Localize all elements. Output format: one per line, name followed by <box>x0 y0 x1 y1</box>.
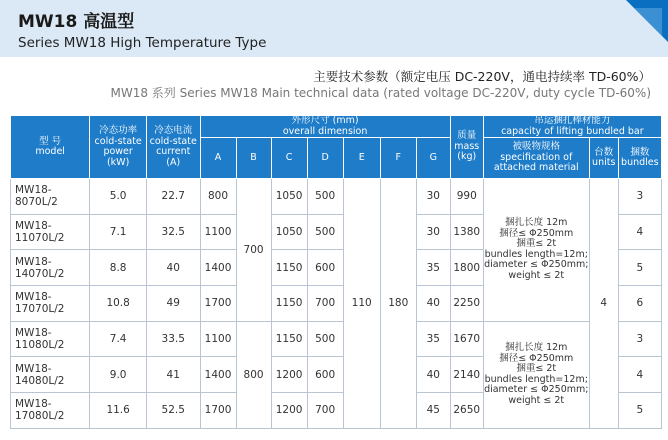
spec-cell: 捆扎长度 12m 捆径≤ Φ250mm 捆重≤ 2t bundles length=12m; diameter ≤ Φ250mm; weight ≤ 2t <box>483 321 589 428</box>
dim-a-cell: 1400 <box>200 250 236 286</box>
dim-c-cell: 1200 <box>271 393 307 429</box>
header-e: E <box>343 138 380 179</box>
header-mass: 质量 mass (kg) <box>450 116 483 179</box>
dim-d-cell: 700 <box>307 286 343 322</box>
current-cell: 40 <box>146 250 200 286</box>
dim-d-cell: 600 <box>307 250 343 286</box>
dim-a-cell: 1100 <box>200 321 236 357</box>
dim-g-cell: 30 <box>416 179 450 215</box>
current-cell: 22.7 <box>146 179 200 215</box>
dim-c-cell: 1050 <box>271 179 307 215</box>
dim-c-cell: 1200 <box>271 357 307 393</box>
bundles-cell: 5 <box>618 393 661 429</box>
model-cell: MW18-11070L/2 <box>11 214 90 250</box>
params-heading-cn: 主要技术参数（额定电压 DC-220V，通电持续率 TD-60%） <box>313 69 651 84</box>
header-overall-dimension: 外形尺寸 (mm) overall dimension <box>200 116 450 138</box>
header-bundles: 捆数 bundles <box>618 138 661 179</box>
title-banner <box>0 0 668 57</box>
mass-cell: 1380 <box>450 214 483 250</box>
power-cell: 7.1 <box>90 214 147 250</box>
bundles-cell: 4 <box>618 214 661 250</box>
current-cell: 32.5 <box>146 214 200 250</box>
power-cell: 10.8 <box>90 286 147 322</box>
dim-f-cell: 180 <box>380 179 416 429</box>
mass-cell: 1670 <box>450 321 483 357</box>
current-cell: 41 <box>146 357 200 393</box>
power-cell: 8.8 <box>90 250 147 286</box>
header-a: A <box>200 138 236 179</box>
dim-d-cell: 700 <box>307 393 343 429</box>
power-cell: 7.4 <box>90 321 147 357</box>
header-model: 型 号 model <box>11 116 90 179</box>
dim-e-cell: 110 <box>343 179 380 429</box>
dim-a-cell: 800 <box>200 179 236 215</box>
dim-d-cell: 500 <box>307 214 343 250</box>
current-cell: 49 <box>146 286 200 322</box>
bundles-cell: 3 <box>618 179 661 215</box>
dim-g-cell: 35 <box>416 321 450 357</box>
model-cell: MW18-14080L/2 <box>11 357 90 393</box>
params-heading-en: MW18 系列 Series MW18 Main technical data (rated voltage DC-220V, duty cycle TD-60%) <box>110 86 651 100</box>
power-cell: 11.6 <box>90 393 147 429</box>
corner-triangle-decoration-light <box>634 8 662 36</box>
header-units: 台数 units <box>589 138 618 179</box>
header-spec: 被吸物规格 specification of attached material <box>483 138 589 179</box>
current-cell: 52.5 <box>146 393 200 429</box>
header-c: C <box>271 138 307 179</box>
header-b: B <box>236 138 271 179</box>
header-d: D <box>307 138 343 179</box>
dim-c-cell: 1150 <box>271 286 307 322</box>
page-subtitle: Series MW18 High Temperature Type <box>18 35 267 51</box>
model-cell: MW18-17080L/2 <box>11 393 90 429</box>
units-cell: 4 <box>589 179 618 429</box>
header-f: F <box>380 138 416 179</box>
dim-c-cell: 1050 <box>271 214 307 250</box>
dim-d-cell: 500 <box>307 179 343 215</box>
dim-d-cell: 500 <box>307 321 343 357</box>
mass-cell: 1800 <box>450 250 483 286</box>
spec-table <box>10 115 662 429</box>
dim-c-cell: 1150 <box>271 321 307 357</box>
model-cell: MW18-17070L/2 <box>11 286 90 322</box>
power-cell: 9.0 <box>90 357 147 393</box>
header-g: G <box>416 138 450 179</box>
dim-a-cell: 1700 <box>200 286 236 322</box>
dim-a-cell: 1700 <box>200 393 236 429</box>
model-cell: MW18-11080L/2 <box>11 321 90 357</box>
dim-a-cell: 1100 <box>200 214 236 250</box>
header-current: 冷态电流 cold-state current (A) <box>146 116 200 179</box>
current-cell: 33.5 <box>146 321 200 357</box>
dim-c-cell: 1150 <box>271 250 307 286</box>
dim-b-cell: 700 <box>236 179 271 322</box>
mass-cell: 2140 <box>450 357 483 393</box>
model-cell: MW18-8070L/2 <box>11 179 90 215</box>
spec-cell: 捆扎长度 12m 捆径≤ Φ250mm 捆重≤ 2t bundles length=12m; diameter ≤ Φ250mm; weight ≤ 2t <box>483 179 589 322</box>
dim-g-cell: 40 <box>416 357 450 393</box>
dim-a-cell: 1400 <box>200 357 236 393</box>
bundles-cell: 5 <box>618 250 661 286</box>
table-row <box>11 179 662 215</box>
dim-g-cell: 30 <box>416 214 450 250</box>
header-power: 冷态功率 cold-state power (kW) <box>90 116 147 179</box>
dim-g-cell: 45 <box>416 393 450 429</box>
power-cell: 5.0 <box>90 179 147 215</box>
page-title: MW18 高温型 <box>18 12 135 32</box>
bundles-cell: 4 <box>618 357 661 393</box>
bundles-cell: 6 <box>618 286 661 322</box>
dim-d-cell: 600 <box>307 357 343 393</box>
header-lifting-capacity: 吊运捆扎棒材能力 capacity of lifting bundled bar <box>483 116 661 138</box>
model-cell: MW18-14070L/2 <box>11 250 90 286</box>
dim-g-cell: 35 <box>416 250 450 286</box>
dim-g-cell: 40 <box>416 286 450 322</box>
table-row <box>11 321 662 357</box>
mass-cell: 2250 <box>450 286 483 322</box>
bundles-cell: 3 <box>618 321 661 357</box>
mass-cell: 2650 <box>450 393 483 429</box>
dim-b-cell: 800 <box>236 321 271 428</box>
mass-cell: 990 <box>450 179 483 215</box>
